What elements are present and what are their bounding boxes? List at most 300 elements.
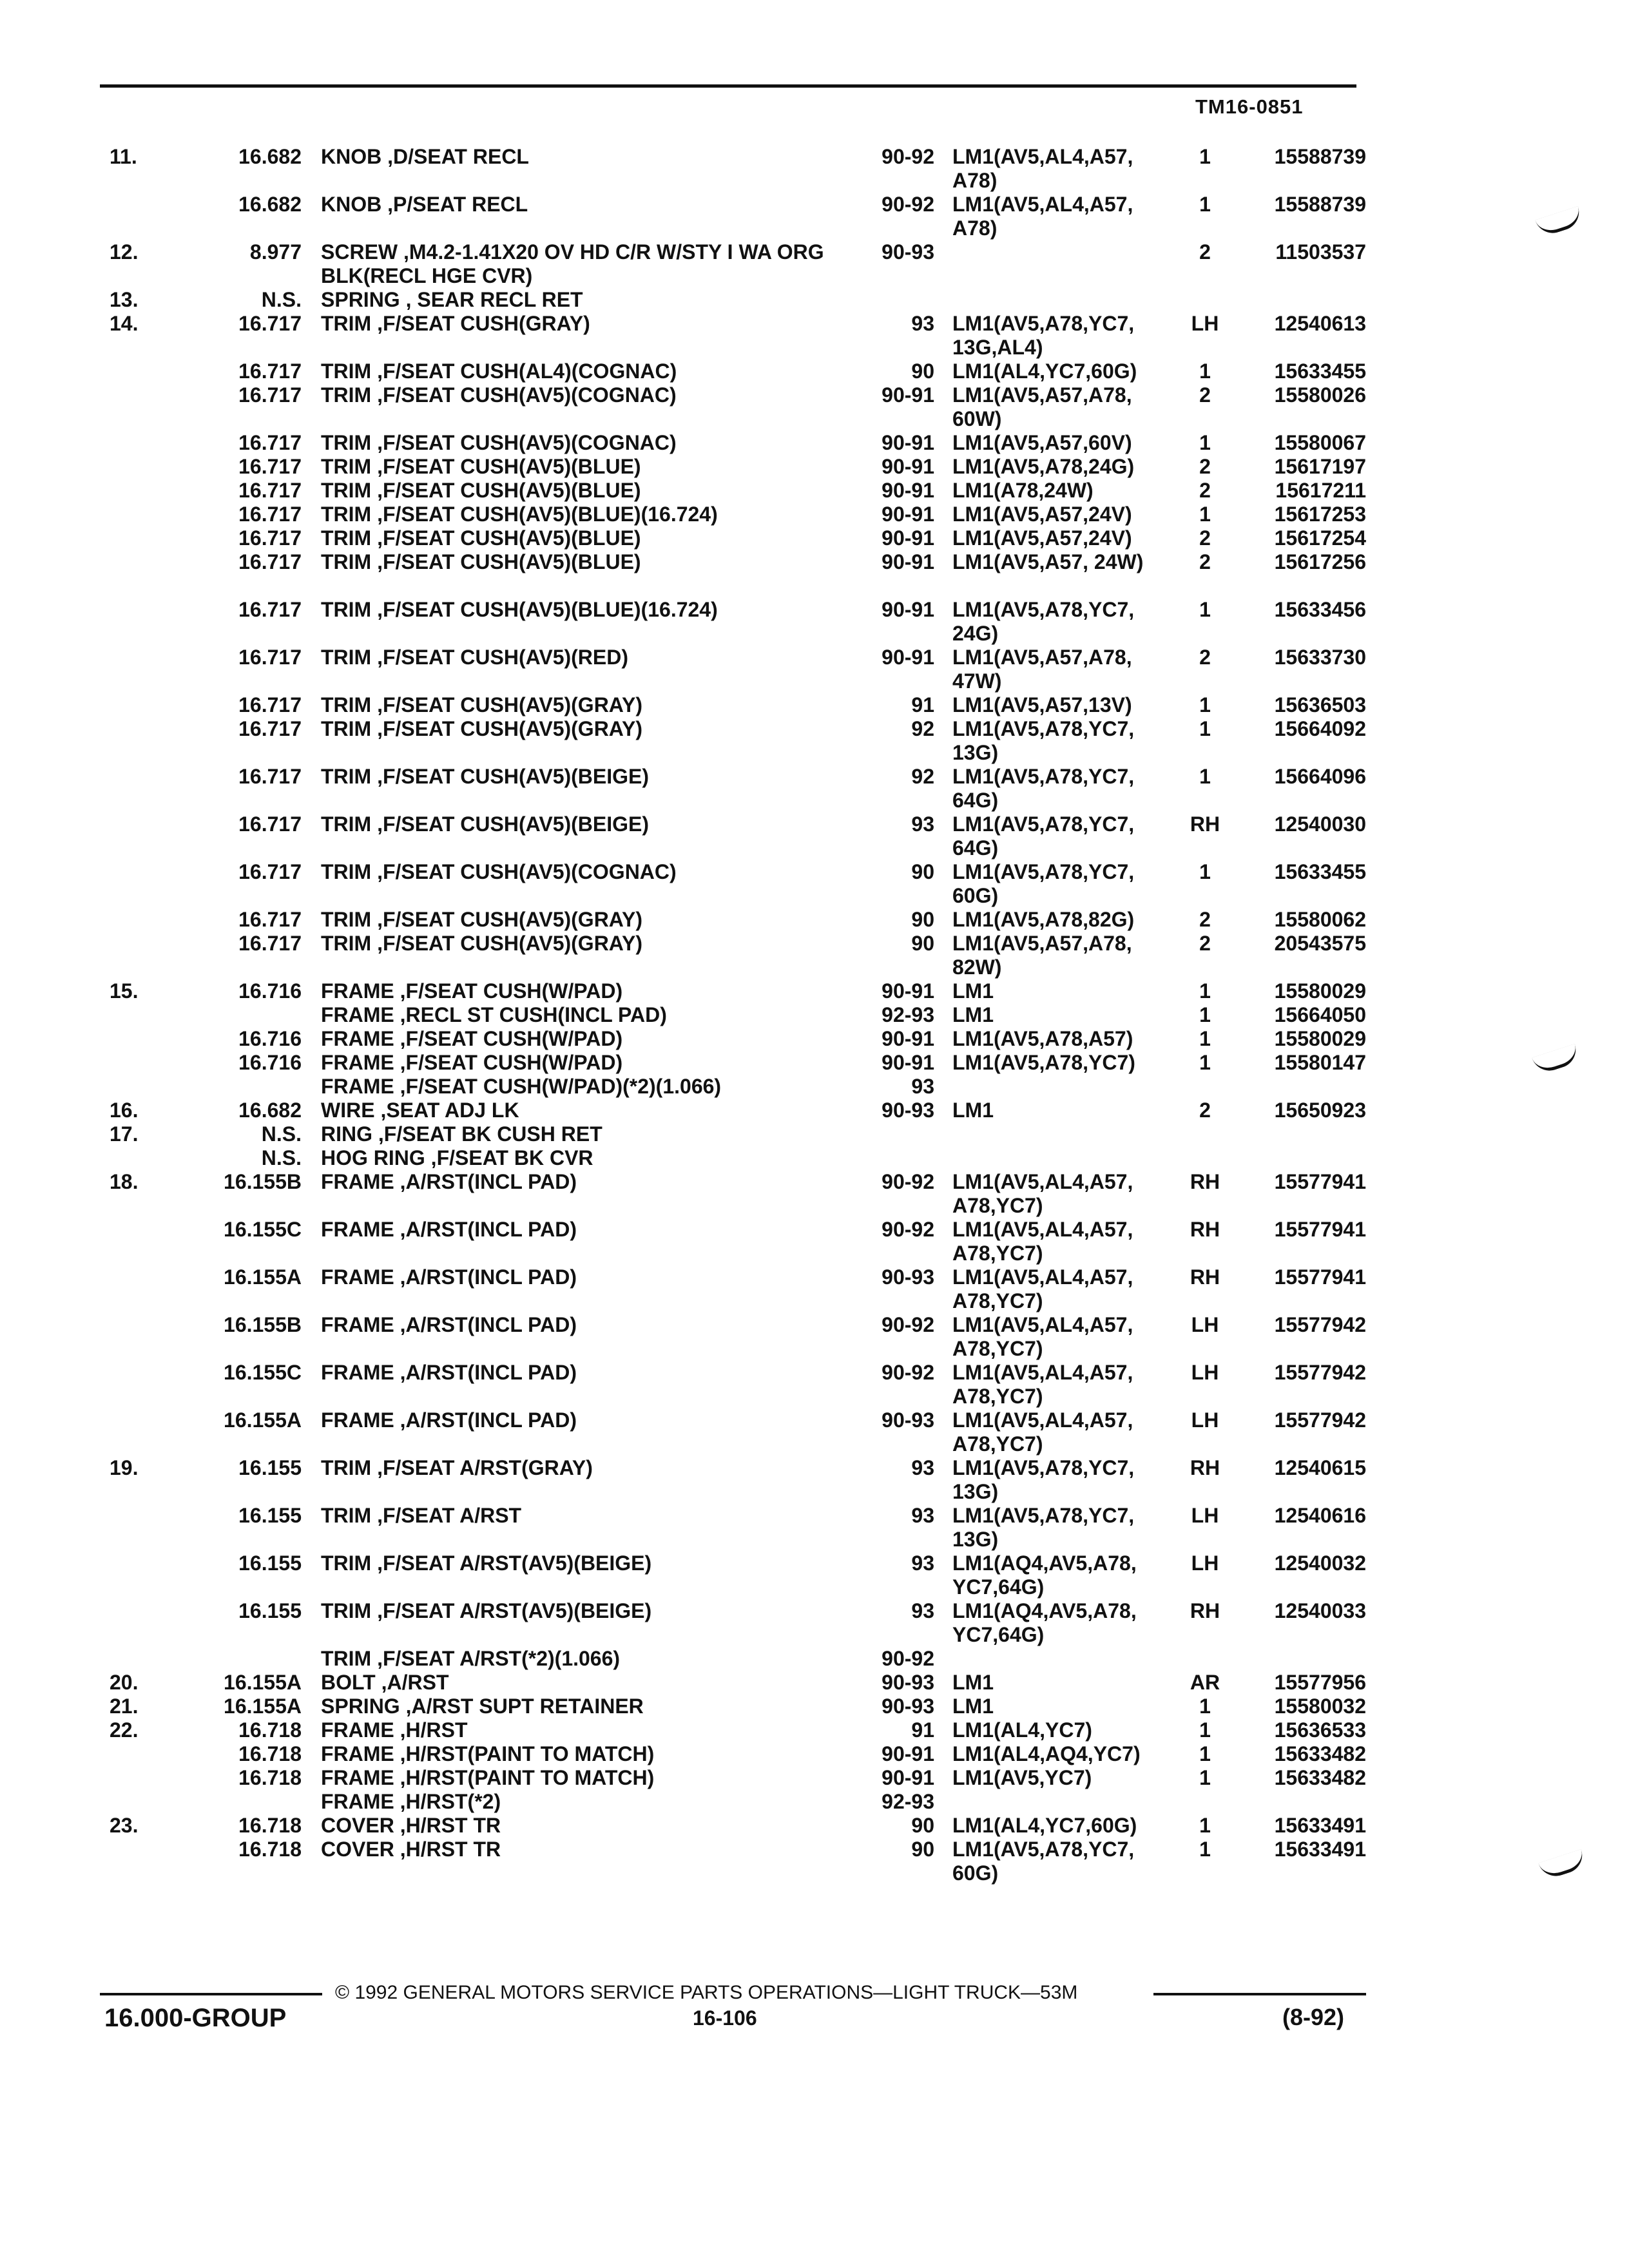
quantity: 2 — [1199, 1099, 1211, 1122]
model-usage: LM1(AV5,AL4,A57, A78,YC7) — [952, 1408, 1133, 1456]
model-usage: LM1(AL4,YC7,60G) — [952, 1814, 1137, 1837]
group-number: 8.977 — [249, 240, 302, 264]
group-number: 16.717 — [238, 550, 302, 573]
group-number: 16.155B — [224, 1170, 302, 1193]
part-number: 12540616 — [1274, 1504, 1366, 1527]
quantity: LH — [1191, 312, 1219, 335]
group-number: 16.717 — [238, 646, 302, 669]
group-number: 16.717 — [238, 526, 302, 550]
model-years: 90-91 — [882, 431, 934, 454]
model-usage: LM1(AL4,YC7) — [952, 1718, 1092, 1742]
part-number: 12540033 — [1274, 1599, 1366, 1622]
quantity: 1 — [1199, 1742, 1211, 1765]
group-number: N.S. — [261, 1146, 302, 1169]
quantity: 2 — [1199, 240, 1211, 264]
ref-number: 16. — [110, 1099, 139, 1122]
model-years: 90-91 — [882, 979, 934, 1003]
model-years: 90-91 — [882, 479, 934, 502]
model-years: 90 — [911, 1838, 934, 1861]
group-number: 16.155A — [224, 1671, 302, 1694]
part-number: 15577941 — [1274, 1170, 1366, 1193]
group-number: 16.718 — [238, 1766, 302, 1789]
quantity: AR — [1190, 1671, 1220, 1694]
part-description: FRAME ,A/RST(INCL PAD) — [321, 1265, 849, 1289]
part-description: FRAME ,F/SEAT CUSH(W/PAD) — [321, 1027, 849, 1051]
part-description: TRIM ,F/SEAT A/RST(*2)(1.066) — [321, 1647, 849, 1671]
model-years: 93 — [911, 1504, 934, 1527]
model-years: 90 — [911, 860, 934, 883]
part-description: TRIM ,F/SEAT CUSH(AV5)(GRAY) — [321, 932, 849, 956]
model-usage: LM1(AV5,AL4,A57, A78) — [952, 193, 1133, 240]
table-row — [0, 717, 1629, 769]
model-usage: LM1(AV5,AL4,A57, A78,YC7) — [952, 1361, 1133, 1408]
model-years: 90-92 — [882, 1170, 934, 1193]
page-number: 16-106 — [693, 2006, 757, 2030]
quantity: 2 — [1199, 455, 1211, 478]
part-description: COVER ,H/RST TR — [321, 1838, 849, 1861]
table-row — [0, 1838, 1629, 1889]
ref-number: 18. — [110, 1170, 139, 1193]
table-row — [0, 1456, 1629, 1508]
model-usage: LM1(AV5,A78,YC7, 13G) — [952, 1456, 1135, 1503]
group-number: 16.717 — [238, 455, 302, 478]
quantity: 1 — [1199, 193, 1211, 216]
part-description: BOLT ,A/RST — [321, 1671, 849, 1695]
model-years: 90-91 — [882, 646, 934, 669]
model-years: 90-91 — [882, 1051, 934, 1074]
model-years: 90-91 — [882, 383, 934, 407]
ref-number: 21. — [110, 1695, 139, 1718]
quantity: 1 — [1199, 717, 1211, 740]
group-number: 16.718 — [238, 1742, 302, 1765]
model-usage: LM1(AV5,A57,A78, 47W) — [952, 646, 1132, 693]
group-number: 16.717 — [238, 479, 302, 502]
quantity: LH — [1191, 1361, 1219, 1384]
part-number: 15580026 — [1274, 383, 1366, 407]
model-years: 90 — [911, 908, 934, 931]
model-usage: LM1(AV5,A78,YC7, 64G) — [952, 812, 1135, 860]
group-number: 16.155C — [224, 1361, 302, 1384]
quantity: LH — [1191, 1552, 1219, 1575]
part-description: FRAME ,F/SEAT CUSH(W/PAD)(*2)(1.066) — [321, 1075, 849, 1099]
part-description: FRAME ,F/SEAT CUSH(W/PAD) — [321, 979, 849, 1003]
model-years: 93 — [911, 1599, 934, 1622]
ref-number: 17. — [110, 1122, 139, 1146]
model-usage: LM1(AV5,A78,YC7, 13G) — [952, 717, 1135, 764]
group-number: 16.682 — [238, 145, 302, 168]
part-description: WIRE ,SEAT ADJ LK — [321, 1099, 849, 1122]
table-row — [0, 550, 1629, 602]
quantity: 1 — [1199, 1814, 1211, 1837]
group-number: 16.155 — [238, 1504, 302, 1527]
model-years: 90-91 — [882, 550, 934, 573]
part-description: FRAME ,H/RST(PAINT TO MATCH) — [321, 1742, 849, 1766]
group-number: 16.155A — [224, 1695, 302, 1718]
model-years: 90-92 — [882, 193, 934, 216]
quantity: LH — [1191, 1504, 1219, 1527]
model-years: 93 — [911, 1552, 934, 1575]
quantity: 2 — [1199, 932, 1211, 955]
model-years: 90-93 — [882, 1671, 934, 1694]
part-number: 15580062 — [1274, 908, 1366, 931]
model-usage: LM1 — [952, 1099, 994, 1122]
model-usage: LM1(AV5,AL4,A57, A78,YC7) — [952, 1218, 1133, 1265]
model-usage: LM1(AV5,A78,YC7, 24G) — [952, 598, 1135, 645]
part-number: 15633730 — [1274, 646, 1366, 669]
model-usage: LM1(AV5,A78,YC7, 64G) — [952, 765, 1135, 812]
part-description: TRIM ,F/SEAT CUSH(AV5)(COGNAC) — [321, 383, 849, 407]
part-description: TRIM ,F/SEAT CUSH(AV5)(GRAY) — [321, 908, 849, 932]
group-number: 16.155 — [238, 1456, 302, 1479]
model-years: 90-91 — [882, 455, 934, 478]
table-row — [0, 646, 1629, 697]
part-description: RING ,F/SEAT BK CUSH RET — [321, 1122, 849, 1146]
model-years: 90-93 — [882, 1265, 934, 1289]
part-description: FRAME ,RECL ST CUSH(INCL PAD) — [321, 1003, 849, 1027]
part-description: FRAME ,A/RST(INCL PAD) — [321, 1313, 849, 1337]
group-number: 16.155C — [224, 1218, 302, 1241]
part-number: 12540615 — [1274, 1456, 1366, 1479]
quantity: 2 — [1199, 383, 1211, 407]
group-number: 16.718 — [238, 1718, 302, 1742]
model-years: 90-91 — [882, 526, 934, 550]
quantity: RH — [1190, 812, 1220, 836]
part-number: 15633491 — [1274, 1838, 1366, 1861]
footer-rule-left — [100, 1993, 322, 1995]
model-years: 92 — [911, 717, 934, 740]
model-years: 93 — [911, 312, 934, 335]
group-label: 16.000-GROUP — [104, 2004, 287, 2032]
quantity: 1 — [1199, 1695, 1211, 1718]
part-description: KNOB ,P/SEAT RECL — [321, 193, 849, 216]
part-number: 15636503 — [1274, 693, 1366, 716]
model-usage: LM1(AV5,A78,A57) — [952, 1027, 1133, 1050]
part-number: 15617256 — [1274, 550, 1366, 573]
model-usage: LM1 — [952, 1695, 994, 1718]
model-years: 91 — [911, 1718, 934, 1742]
model-usage: LM1(AV5,A57,24V) — [952, 526, 1132, 550]
table-row — [0, 312, 1629, 363]
model-years: 92-93 — [882, 1003, 934, 1026]
ref-number: 15. — [110, 979, 139, 1003]
model-usage: LM1(AV5,A57,13V) — [952, 693, 1132, 716]
model-usage: LM1(AV5,AL4,A57, A78,YC7) — [952, 1170, 1133, 1217]
quantity: 2 — [1199, 526, 1211, 550]
quantity: 1 — [1199, 145, 1211, 168]
table-row — [0, 383, 1629, 435]
ref-number: 20. — [110, 1671, 139, 1694]
part-number: 15617211 — [1275, 479, 1366, 502]
part-description: TRIM ,F/SEAT CUSH(AV5)(COGNAC) — [321, 860, 849, 884]
group-number: 16.155A — [224, 1408, 302, 1432]
part-description: TRIM ,F/SEAT CUSH(AV5)(GRAY) — [321, 693, 849, 717]
table-row — [0, 1552, 1629, 1603]
group-number: 16.717 — [238, 383, 302, 407]
model-usage: LM1(AQ4,AV5,A78, YC7,64G) — [952, 1552, 1137, 1599]
copyright-notice: © 1992 GENERAL MOTORS SERVICE PARTS OPERATIONS—LIGHT TRUCK—53M — [335, 1982, 1078, 2003]
table-row — [0, 1170, 1629, 1222]
table-row — [0, 1599, 1629, 1651]
model-usage: LM1(AV5,A78,YC7, 13G,AL4) — [952, 312, 1135, 359]
model-years: 90-93 — [882, 240, 934, 264]
table-row — [0, 193, 1629, 244]
part-description: FRAME ,A/RST(INCL PAD) — [321, 1218, 849, 1242]
model-usage: LM1(AV5,AL4,A57, A78) — [952, 145, 1133, 192]
group-number: 16.717 — [238, 908, 302, 931]
model-years: 93 — [911, 812, 934, 836]
model-usage: LM1(AV5,A78,YC7, 60G) — [952, 1838, 1135, 1885]
group-number: 16.717 — [238, 717, 302, 740]
quantity: RH — [1190, 1265, 1220, 1289]
table-row — [0, 860, 1629, 912]
part-number: 15588739 — [1274, 193, 1366, 216]
model-years: 90-92 — [882, 1647, 934, 1670]
part-number: 20543575 — [1274, 932, 1366, 955]
part-number: 15580032 — [1274, 1695, 1366, 1718]
model-usage: LM1(AV5,A57,A78, 60W) — [952, 383, 1132, 430]
ref-number: 12. — [110, 240, 139, 264]
model-years: 90 — [911, 932, 934, 955]
model-years: 93 — [911, 1456, 934, 1479]
quantity: 1 — [1199, 1766, 1211, 1789]
part-number: 15577941 — [1274, 1218, 1366, 1241]
part-number: 15664050 — [1274, 1003, 1366, 1026]
group-number: N.S. — [261, 1122, 302, 1146]
quantity: 2 — [1199, 646, 1211, 669]
model-years: 90-91 — [882, 1742, 934, 1765]
table-row — [0, 598, 1629, 649]
quantity: 2 — [1199, 908, 1211, 931]
part-description: FRAME ,F/SEAT CUSH(W/PAD) — [321, 1051, 849, 1075]
model-years: 90-91 — [882, 1027, 934, 1050]
part-number: 12540613 — [1274, 312, 1366, 335]
part-description: COVER ,H/RST TR — [321, 1814, 849, 1838]
quantity: 1 — [1199, 1051, 1211, 1074]
group-number: 16.682 — [238, 1099, 302, 1122]
quantity: LH — [1191, 1408, 1219, 1432]
quantity: 1 — [1199, 431, 1211, 454]
part-description: TRIM ,F/SEAT CUSH(AL4)(COGNAC) — [321, 360, 849, 383]
model-usage: LM1 — [952, 979, 994, 1003]
part-description: TRIM ,F/SEAT CUSH(AV5)(BLUE) — [321, 550, 849, 574]
model-usage: LM1(AV5,A57,A78, 82W) — [952, 932, 1132, 979]
part-description: FRAME ,H/RST — [321, 1718, 849, 1742]
part-number: 15617254 — [1274, 526, 1366, 550]
part-description: FRAME ,H/RST(*2) — [321, 1790, 849, 1814]
part-description: TRIM ,F/SEAT CUSH(AV5)(BLUE) — [321, 479, 849, 503]
part-description: SPRING , SEAR RECL RET — [321, 288, 849, 312]
part-description: TRIM ,F/SEAT A/RST(AV5)(BEIGE) — [321, 1552, 849, 1575]
quantity: 1 — [1199, 979, 1211, 1003]
part-number: 12540030 — [1274, 812, 1366, 836]
part-description: TRIM ,F/SEAT CUSH(AV5)(BEIGE) — [321, 765, 849, 789]
part-number: 15588739 — [1274, 145, 1366, 168]
model-years: 91 — [911, 693, 934, 716]
group-number: 16.716 — [238, 1051, 302, 1074]
table-row — [0, 240, 1629, 292]
model-usage: LM1(AQ4,AV5,A78, YC7,64G) — [952, 1599, 1137, 1646]
part-description: TRIM ,F/SEAT CUSH(AV5)(BEIGE) — [321, 812, 849, 836]
part-description: TRIM ,F/SEAT CUSH(AV5)(BLUE)(16.724) — [321, 503, 849, 526]
quantity: 2 — [1199, 550, 1211, 573]
model-usage: LM1(AV5,YC7) — [952, 1766, 1092, 1789]
group-number: 16.717 — [238, 503, 302, 526]
table-row — [0, 1265, 1629, 1317]
table-row — [0, 765, 1629, 816]
model-usage: LM1(A78,24W) — [952, 479, 1094, 502]
part-number: 15664092 — [1274, 717, 1366, 740]
part-number: 15633455 — [1274, 860, 1366, 883]
part-number: 15617253 — [1274, 503, 1366, 526]
revision-date: (8-92) — [1282, 2004, 1345, 2030]
part-number: 15580147 — [1274, 1051, 1366, 1074]
model-years: 90-92 — [882, 1361, 934, 1384]
model-years: 90-92 — [882, 1218, 934, 1241]
model-years: 93 — [911, 1075, 934, 1098]
model-years: 90-92 — [882, 145, 934, 168]
group-number: 16.717 — [238, 360, 302, 383]
quantity: 1 — [1199, 1027, 1211, 1050]
group-number: 16.717 — [238, 312, 302, 335]
part-number: 15577956 — [1274, 1671, 1366, 1694]
model-usage: LM1(AV5,A78,YC7, 60G) — [952, 860, 1135, 907]
quantity: 1 — [1199, 693, 1211, 716]
model-usage: LM1 — [952, 1671, 994, 1694]
group-number: 16.155 — [238, 1599, 302, 1622]
model-usage: LM1(AV5,AL4,A57, A78,YC7) — [952, 1313, 1133, 1360]
ref-number: 23. — [110, 1814, 139, 1837]
quantity: 1 — [1199, 765, 1211, 788]
part-number: 15577941 — [1274, 1265, 1366, 1289]
quantity: 1 — [1199, 503, 1211, 526]
model-years: 92 — [911, 765, 934, 788]
part-number: 15577942 — [1274, 1313, 1366, 1336]
part-number: 15650923 — [1274, 1099, 1366, 1122]
model-years: 90-91 — [882, 503, 934, 526]
ref-number: 14. — [110, 312, 139, 335]
part-number: 15633491 — [1274, 1814, 1366, 1837]
model-years: 92-93 — [882, 1790, 934, 1813]
part-description: TRIM ,F/SEAT CUSH(AV5)(BLUE) — [321, 455, 849, 479]
part-number: 15636533 — [1274, 1718, 1366, 1742]
part-description: TRIM ,F/SEAT A/RST — [321, 1504, 849, 1528]
group-number: 16.717 — [238, 932, 302, 955]
quantity: 1 — [1199, 1718, 1211, 1742]
part-number: 15664096 — [1274, 765, 1366, 788]
part-number: 15633482 — [1274, 1766, 1366, 1789]
model-years: 90 — [911, 1814, 934, 1837]
model-usage: LM1(AV5,A78,YC7, 13G) — [952, 1504, 1135, 1551]
model-usage: LM1(AL4,AQ4,YC7) — [952, 1742, 1141, 1765]
table-row — [0, 1361, 1629, 1412]
part-number: 15577942 — [1274, 1361, 1366, 1384]
group-number: 16.682 — [238, 193, 302, 216]
part-description: SPRING ,A/RST SUPT RETAINER — [321, 1695, 849, 1718]
quantity: LH — [1191, 1313, 1219, 1336]
quantity: 1 — [1199, 1838, 1211, 1861]
table-row — [0, 1504, 1629, 1555]
model-usage: LM1 — [952, 1003, 994, 1026]
group-number: 16.717 — [238, 765, 302, 788]
group-number: N.S. — [261, 288, 302, 311]
part-description: KNOB ,D/SEAT RECL — [321, 145, 849, 169]
group-number: 16.717 — [238, 693, 302, 716]
part-description: FRAME ,A/RST(INCL PAD) — [321, 1170, 849, 1194]
quantity: RH — [1190, 1170, 1220, 1193]
group-number: 16.155A — [224, 1265, 302, 1289]
model-usage: LM1(AL4,YC7,60G) — [952, 360, 1137, 383]
part-description: FRAME ,H/RST(PAINT TO MATCH) — [321, 1766, 849, 1790]
ref-number: 11. — [110, 145, 137, 168]
part-description: TRIM ,F/SEAT CUSH(AV5)(GRAY) — [321, 717, 849, 741]
table-row — [0, 1313, 1629, 1365]
document-id: TM16-0851 — [1195, 95, 1304, 118]
model-usage: LM1(AV5,A57,24V) — [952, 503, 1132, 526]
group-number: 16.718 — [238, 1814, 302, 1837]
part-description: TRIM ,F/SEAT CUSH(AV5)(BLUE)(16.724) — [321, 598, 849, 622]
table-row — [0, 812, 1629, 864]
quantity: 1 — [1199, 1003, 1211, 1026]
part-description: TRIM ,F/SEAT CUSH(GRAY) — [321, 312, 849, 336]
group-number: 16.717 — [238, 860, 302, 883]
model-years: 90-93 — [882, 1408, 934, 1432]
model-years: 90-91 — [882, 1766, 934, 1789]
part-description: TRIM ,F/SEAT CUSH(AV5)(COGNAC) — [321, 431, 849, 455]
table-row — [0, 145, 1629, 197]
part-number: 15617197 — [1274, 455, 1366, 478]
model-years: 90-92 — [882, 1313, 934, 1336]
part-number: 15633455 — [1274, 360, 1366, 383]
part-description: FRAME ,A/RST(INCL PAD) — [321, 1361, 849, 1385]
group-number: 16.717 — [238, 598, 302, 621]
quantity: RH — [1190, 1218, 1220, 1241]
part-number: 11503537 — [1275, 240, 1366, 264]
ref-number: 13. — [110, 288, 139, 311]
model-usage: LM1(AV5,A78,82G) — [952, 908, 1135, 931]
part-description: TRIM ,F/SEAT A/RST(GRAY) — [321, 1456, 849, 1480]
part-number: 15577942 — [1274, 1408, 1366, 1432]
model-years: 90-93 — [882, 1695, 934, 1718]
group-number: 16.717 — [238, 431, 302, 454]
model-usage: LM1(AV5,A78,YC7) — [952, 1051, 1135, 1074]
ref-number: 22. — [110, 1718, 139, 1742]
ref-number: 19. — [110, 1456, 139, 1479]
model-usage: LM1(AV5,A78,24G) — [952, 455, 1135, 478]
part-number: 15580029 — [1274, 979, 1366, 1003]
model-years: 90-91 — [882, 598, 934, 621]
group-number: 16.155B — [224, 1313, 302, 1336]
model-years: 90 — [911, 360, 934, 383]
group-number: 16.716 — [238, 1027, 302, 1050]
quantity: 1 — [1199, 360, 1211, 383]
table-row — [0, 932, 1629, 983]
table-row — [0, 1408, 1629, 1460]
quantity: 1 — [1199, 598, 1211, 621]
part-description: TRIM ,F/SEAT A/RST(AV5)(BEIGE) — [321, 1599, 849, 1623]
part-description: TRIM ,F/SEAT CUSH(AV5)(RED) — [321, 646, 849, 669]
part-number: 15633482 — [1274, 1742, 1366, 1765]
part-description: SCREW ,M4.2-1.41X20 OV HD C/R W/STY I WA ORG BLK(RECL HGE CVR) — [321, 240, 824, 287]
table-row — [0, 1218, 1629, 1269]
part-description: HOG RING ,F/SEAT BK CVR — [321, 1146, 849, 1170]
quantity: RH — [1190, 1456, 1220, 1479]
model-usage: LM1(AV5,A57, 24W) — [952, 550, 1144, 573]
group-number: 16.155 — [238, 1552, 302, 1575]
group-number: 16.716 — [238, 979, 302, 1003]
model-years: 90-93 — [882, 1099, 934, 1122]
part-number: 15633456 — [1274, 598, 1366, 621]
quantity: 2 — [1199, 479, 1211, 502]
